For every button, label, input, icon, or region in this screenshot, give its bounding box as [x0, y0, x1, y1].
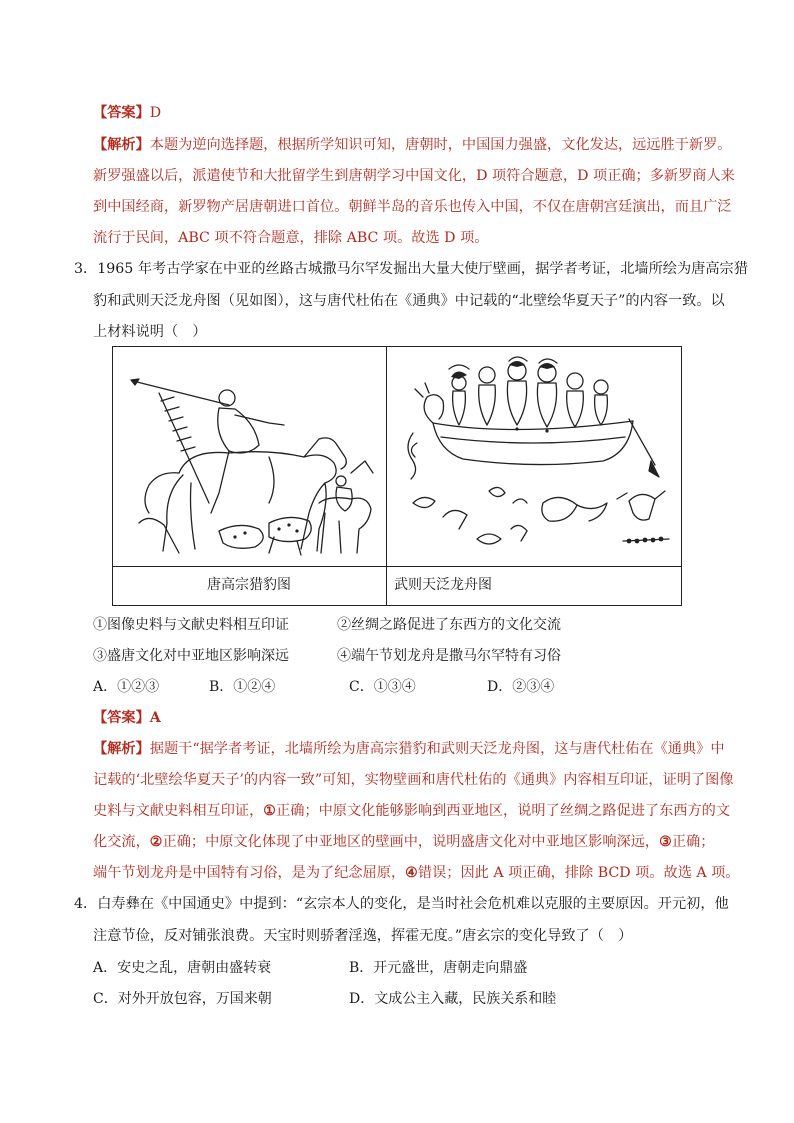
q3-analysis-line-1 — [93, 739, 725, 759]
q3-answer-value: A — [149, 710, 161, 726]
q2-analysis-line-3: 到中国经商，新罗物产居唐朝进口首位。朝鲜半岛的音乐也传入中国，不仅在唐朝宫廷演出，而且广泛 — [93, 199, 732, 215]
q2-answer-value: D — [149, 105, 162, 121]
marker-2: ② — [149, 834, 163, 850]
q3-statement-3: ③盛唐文化对中亚地区影响深远 — [93, 648, 289, 664]
q3-statement-1: ①图像史料与文献史料相互印证 — [93, 617, 289, 633]
q4-stem-line-1 — [74, 894, 729, 914]
figure-divider-horizontal — [113, 566, 681, 567]
q3-analysis-text-1: 据题干“据学者考证，北墙所绘为唐高宗猎豹和武则天泛龙舟图，这与唐代杜佑在《通典》中 — [149, 741, 725, 757]
q3-stem-line-3: 上材料说明（ ） — [93, 324, 207, 340]
caption-dragon-boat: 武则天泛龙舟图 — [394, 577, 492, 593]
hunting-leopard-mural — [119, 353, 381, 561]
q3-analysis-5a: 端午节划龙舟是中国特有习俗，是为了纪念屈原， — [93, 865, 406, 881]
figure-table — [112, 346, 682, 606]
q2-analysis-line-1 — [93, 135, 731, 155]
q4-stem-line-2: 注意节俭，反对铺张浪费。天宝时则骄奢淫逸，挥霍无度。”唐玄宗的变化导致了（ ） — [93, 928, 633, 944]
q3-analysis-4c: 正确； — [671, 834, 715, 850]
q2-analysis-label: 【解析】 — [93, 137, 150, 153]
q3-analysis-4b: 正确；中原文化体现了中亚地区的壁画中，说明盛唐文化对中亚地区影响深远， — [162, 834, 660, 850]
q3-analysis-3b: 正确；中原文化能够影响到西亚地区，说明了丝绸之路促进了东西方的文 — [276, 803, 731, 819]
q3-stem-text-1: 1965 年考古学家在中亚的丝路古城撒马尔罕发掘出大量大使厅壁画，据学者考证，北墙所绘为唐高宗猎 — [97, 261, 748, 277]
q3-number: 3． — [74, 261, 98, 277]
q3-analysis-3a: 史料与文献史料相互印证， — [93, 803, 264, 819]
q2-answer — [93, 103, 161, 123]
marker-1: ① — [263, 803, 276, 819]
q3-option-d: D．②③④ — [487, 679, 555, 695]
q3-answer-label: 【答案】 — [93, 710, 150, 726]
q3-analysis-5b: 错误；因此 A 项正确，排除 BCD 项。故选 A 项。 — [417, 865, 740, 881]
q3-stem-line-1 — [74, 259, 748, 279]
q3-option-b: B．①②④ — [209, 679, 276, 695]
q4-option-a: A．安史之乱，唐朝由盛转衰 — [93, 960, 272, 976]
q2-answer-label: 【答案】 — [93, 105, 150, 121]
q3-option-a: A．①②③ — [93, 679, 160, 695]
q3-stem-line-2: 豹和武则天泛龙舟图（见如图），这与唐代杜佑在《通典》中记载的“北壁绘华夏天子”的内容一致。以 — [93, 293, 725, 309]
q4-option-b: B．开元盛世，唐朝走向鼎盛 — [349, 960, 528, 976]
dragon-boat-mural — [393, 353, 677, 561]
q4-option-c: C．对外开放包容，万国来朝 — [93, 991, 272, 1007]
marker-3: ③ — [659, 834, 672, 850]
q4-number: 4． — [74, 896, 98, 912]
q2-analysis-line-4: 流行于民间，ABC 项不符合题意，排除 ABC 项。故选 D 项。 — [93, 230, 489, 246]
q3-answer — [93, 708, 161, 728]
q3-option-c: C．①③④ — [349, 679, 416, 695]
q3-analysis-line-2: 记载的‘北壁绘华夏天子’的内容一致”可知，实物壁画和唐代杜佑的《通典》内容相互印证，证明了图像 — [93, 772, 734, 788]
marker-4: ④ — [405, 865, 418, 881]
q3-analysis-label: 【解析】 — [93, 741, 150, 757]
q3-statement-4: ④端午节划龙舟是撒马尔罕特有习俗 — [337, 648, 561, 664]
caption-hunting-leopard: 唐高宗猎豹图 — [207, 577, 291, 593]
q3-statement-2: ②丝绸之路促进了东西方的文化交流 — [337, 617, 561, 633]
q2-analysis-text-1: 本题为逆向选择题，根据所学知识可知，唐朝时，中国国力强盛，文化发达，远远胜于新罗。 — [149, 137, 732, 153]
q4-option-d: D．文成公主入藏，民族关系和睦 — [349, 991, 557, 1007]
q3-analysis-line-3 — [93, 801, 730, 821]
q2-analysis-line-2: 新罗强盛以后，派遣使节和大批留学生到唐朝学习中国文化，D 项符合题意，D 项正确；多新罗商人来 — [93, 168, 735, 184]
q4-stem-text-1: 白寿彝在《中国通史》中提到：“玄宗本人的变化，是当时社会危机难以克服的主要原因。开元初，他 — [97, 896, 729, 912]
q3-analysis-line-4 — [93, 832, 714, 852]
q3-analysis-line-5 — [93, 863, 740, 883]
q3-analysis-4a: 化交流， — [93, 834, 150, 850]
